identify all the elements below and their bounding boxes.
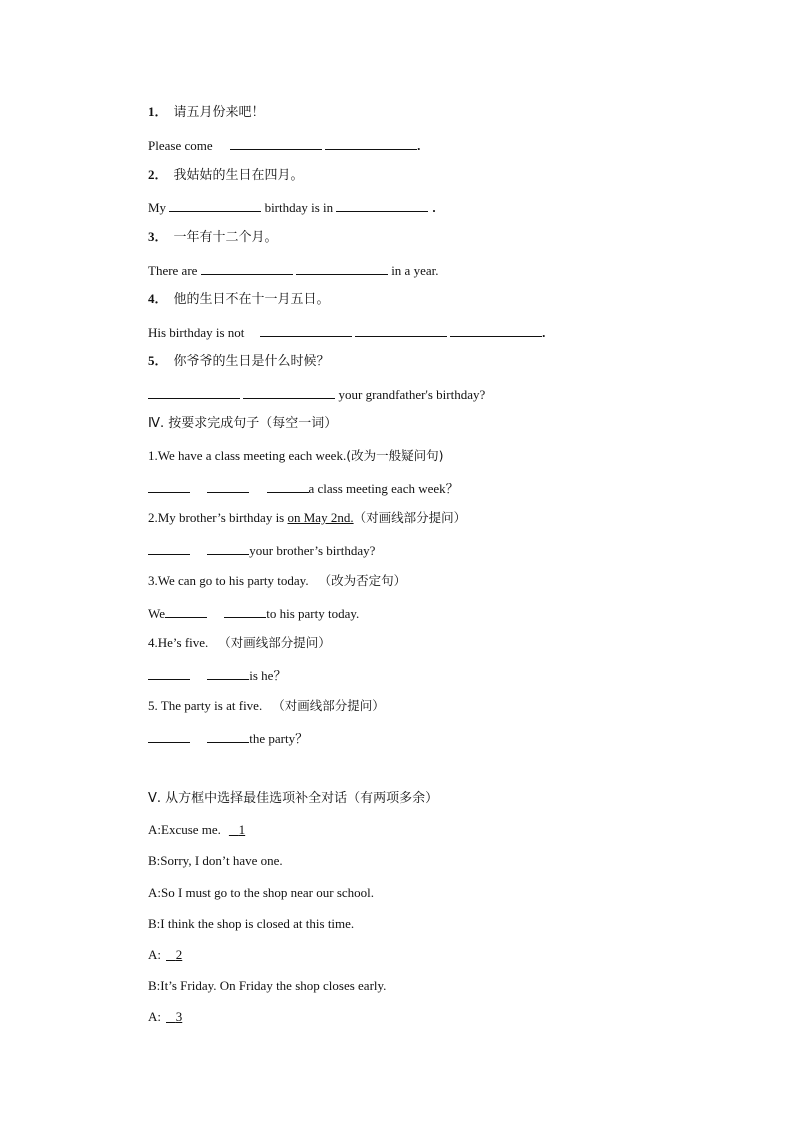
blank[interactable] xyxy=(224,604,266,618)
dialogue-line-6: B:It’s Friday. On Friday the shop closes early. xyxy=(148,978,387,993)
blank[interactable] xyxy=(148,541,190,555)
dialogue-blank-3[interactable]: 3 xyxy=(175,1009,183,1024)
q3-chinese: 3． 一年有十二个月。 xyxy=(148,229,278,245)
blank[interactable] xyxy=(148,479,190,493)
blank[interactable] xyxy=(207,666,249,680)
dialogue-line-1: A:Excuse me. 1 xyxy=(148,822,246,837)
q1-chinese: 1． 请五月份来吧！ xyxy=(148,104,265,120)
blank[interactable] xyxy=(148,666,190,680)
p4-q2: 2.My brother’s birthday is on May 2nd.（对画线部分提问） xyxy=(148,510,467,525)
blank[interactable] xyxy=(169,198,261,212)
p4-a4: is he？ xyxy=(148,666,286,684)
dialogue-blank-2[interactable]: 2 xyxy=(175,947,183,962)
blank[interactable] xyxy=(207,541,249,555)
q2-english: My birthday is in . xyxy=(148,200,436,215)
q5-chinese: 5． 你爷爷的生日是什么时候？ xyxy=(148,353,330,369)
blank[interactable] xyxy=(267,479,309,493)
q2-chinese: 2． 我姑姑的生日在四月。 xyxy=(148,167,304,183)
q4-chinese: 4． 他的生日不在十一月五日。 xyxy=(148,291,330,307)
dialogue-line-5: A: 2 xyxy=(148,947,183,962)
blank[interactable] xyxy=(325,136,417,150)
p4-a1: a class meeting each week？ xyxy=(148,479,459,497)
dialogue-line-2: B:Sorry, I don’t have one. xyxy=(148,853,283,868)
section-5-title: Ⅴ. 从方框中选择最佳选项补全对话（有两项多余） xyxy=(148,791,439,806)
p4-q3: 3.We can go to his party today. （改为否定句） xyxy=(148,573,407,588)
blank[interactable] xyxy=(243,385,335,399)
blank[interactable] xyxy=(230,136,322,150)
blank[interactable] xyxy=(148,385,240,399)
p4-q1: 1.We have a class meeting each week.(改为一般疑问句) xyxy=(148,448,444,463)
blank[interactable] xyxy=(450,323,542,337)
p4-a5: the party？ xyxy=(148,729,308,747)
blank[interactable] xyxy=(201,261,293,275)
p4-q5: 5. The party is at five. （对画线部分提问） xyxy=(148,698,385,713)
blank[interactable] xyxy=(165,604,207,618)
blank[interactable] xyxy=(207,479,249,493)
q4-english: His birthday is not . xyxy=(148,325,546,340)
blank[interactable] xyxy=(355,323,447,337)
section-4-title: Ⅳ. 按要求完成句子（每空一词） xyxy=(148,416,338,431)
blank[interactable] xyxy=(148,729,190,743)
p4-a3: We to his party today. xyxy=(148,606,360,621)
blank[interactable] xyxy=(207,729,249,743)
dialogue-line-3: A:So I must go to the shop near our school. xyxy=(148,885,375,900)
dialogue-blank-1[interactable]: 1 xyxy=(238,822,246,837)
dialogue-line-7: A: 3 xyxy=(148,1009,183,1024)
p4-a2: your brother’s birthday? xyxy=(148,541,375,559)
blank[interactable] xyxy=(296,261,388,275)
q5-english: your grandfather's birthday? xyxy=(148,385,485,403)
dialogue-line-4: B:I think the shop is closed at this time. xyxy=(148,916,355,931)
p4-q4: 4.He’s five. （对画线部分提问） xyxy=(148,635,331,650)
blank[interactable] xyxy=(260,323,352,337)
q1-english: Please come . xyxy=(148,138,421,153)
blank[interactable] xyxy=(336,198,428,212)
q3-english: There are in a year. xyxy=(148,263,439,278)
